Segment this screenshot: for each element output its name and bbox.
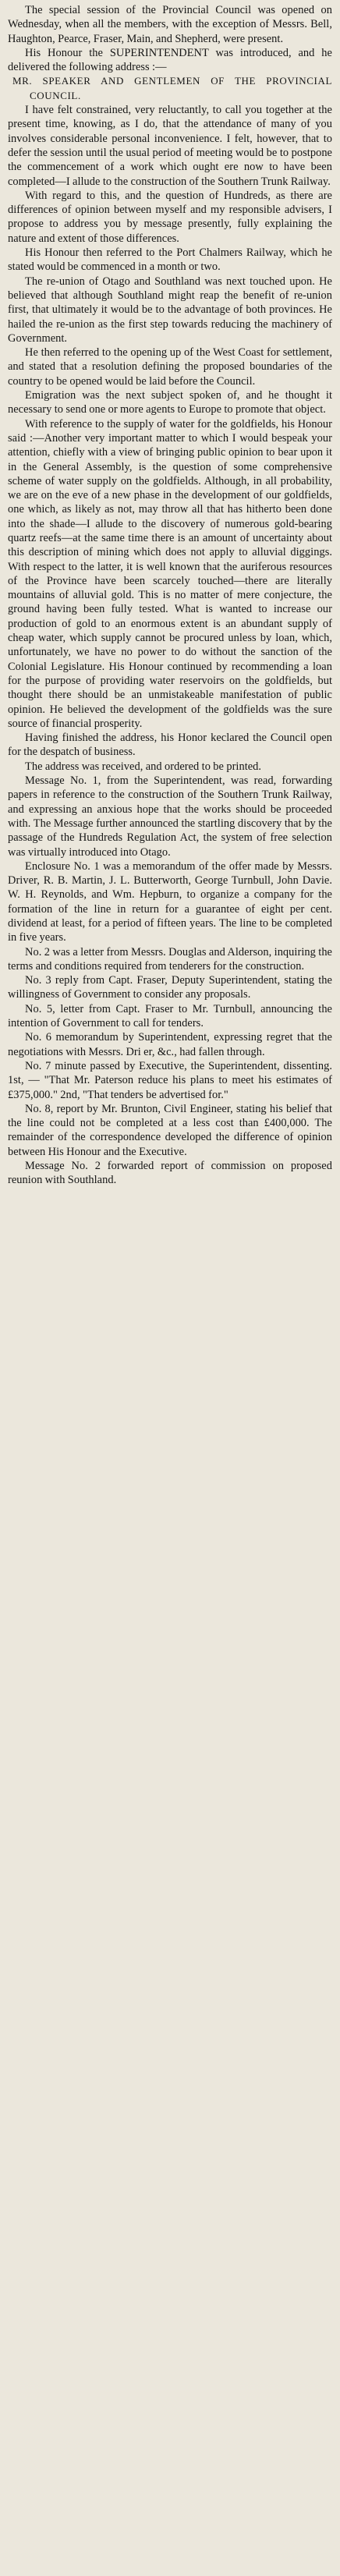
paragraph-no-5: No. 5, letter from Capt. Fraser to Mr. Turnbull, announcing the intention of Government to call for tenders. [8,1002,332,1030]
paragraph-no-3: No. 3 reply from Capt. Fraser, Deputy Superintendent, stating the willingness of Government to consider any proposals. [8,974,332,1001]
paragraph-enclosure-1: Enclosure No. 1 was a memorandum of the offer made by Messrs. Driver, R. B. Martin, J. L. Butterworth, George Turnbull, John Davie. W. H. Reynolds, and Wm. Hepburn, to organize a company for the formation of the line in return for a guarantee of eight per cent. dividend at least, for a period of fifteen years. The line to be completed in five years. [8,859,332,944]
paragraph-water-supply: With reference to the supply of water for the goldfields, his Honour said :—Another very important matter to which I would bespeak your attention, chiefly with a view of bringing public opinion to bear upon it in the General Assembly, is the question of some comprehensive scheme of water supply on the goldfields. Although, in all probability, we are on the eve of a new phase in the development of our goldfields, one which, as likely as not, may throw all that has hitherto been done into the shade—I allude to the discovery of numerous gold-bearing quartz reefs—at the same time there is an amount of uncertainty about this description of mining which does not apply to alluvial diggings. With respect to the latter, it is well known that the auriferous resources of the Province have been scarcely touched—there are literally mountains of alluvial gold. This is no matter of mere conjecture, the ground having been fully tested. What is wanted to increase our production of gold to an enormous extent is an abundant supply of cheap water, which supply cannot be procured unless by loan, which, unfortunately, we have no power to do without the sanction of the Colonial Legislature. His Honour continued by recommending a loan for the purpose of providing water reservoirs on the goldfields, but thought there should be an unmistakeable manifestation of public opinion. He believed the development of the goldfields was the sure source of financial prosperity. [8,417,332,730]
paragraph-no-6: No. 6 memorandum by Superintendent, expressing regret that the negotiations with Messrs. Dri er, &c., had fallen through. [8,1031,332,1058]
address-salutation: MR. SPEAKER AND GENTLEMEN OF THE PROVINCIAL COUNCIL. [12,75,332,101]
paragraph-address-hundreds: With regard to this, and the question of Hundreds, as there are differences of opinion between myself and my responsible advisers, I propose to address you by message presently, fully explaining the nature and extent of those differences. [8,189,332,245]
paragraph-address-received: The address was received, and ordered to be printed. [25,760,262,773]
paragraph-reunion: The re-union of Otago and Southland was next touched upon. He believed that although Southland might reap the benefit of re-union first, that ultimately it would be to the advantage of both provinces. He hailed the re-union as the first step towards reducing the machinery of Government. [8,275,332,345]
paragraph-superintendent-introduced: His Honour the SUPERINTENDENT was introduced, and he delivered the following address :— [8,46,332,74]
paragraph-no-8: No. 8, report by Mr. Brunton, Civil Engineer, stating his belief that the line could not be completed at a less cost than £400,000. The remainder of the correspondence developed the difference of opinion between His Honour and the Executive. [8,1102,332,1158]
paragraph-no-2: No. 2 was a letter from Messrs. Douglas and Alderson, inquiring the terms and conditions required from tenderers for the construction. [8,945,332,973]
paragraph-session-opening: The special session of the Provincial Council was opened on Wednesday, when all the members, with the exception of Messrs. Bell, Haughton, Pearce, Fraser, Main, and Shepherd, were present. [8,4,332,45]
paragraph-no-7: No. 7 minute passed by Executive, the Superintendent, dissenting. 1st, — "That Mr. Paterson reduce his plans to meet his estimates of £375,000." 2nd, "That tenders be advertised for." [8,1059,332,1101]
paragraph-west-coast: He then referred to the opening up of the West Coast for settlement, and stated that a resolution defining the proposed boundaries of the country to be opened would be laid before the Council. [8,346,332,388]
paragraph-message-2: Message No. 2 forwarded report of commission on proposed reunion with Southland. [8,1160,332,1187]
paragraph-port-chalmers: His Honour then referred to the Port Chalmers Railway, which he stated would be commenced in a month or two. [8,246,332,274]
paragraph-council-open: Having finished the address, his Honor keclared the Council open for the despatch of business. [8,732,332,759]
paragraph-message-1: Message No. 1, from the Superintendent, was read, forwarding papers in reference to the construction of the Southern Trunk Railway, and expressing an anxious hope that the works should be proceeded with. The Message further announced the startling discovery that by the passage of the Hundreds Regulation Act, the system of free selection was virtually introduced into Otago. [8,774,332,859]
paragraph-address-railway: I have felt constrained, very reluctantly, to call you together at the present time, knowing, as I do, that the attendance of many of you involves considerable personal inconvenience. I felt, however, that to defer the session until the usual period of meeting would be to postpone the commencement of a work which ought ere now to have been completed—I allude to the construction of the Southern Trunk Railway. [8,104,332,188]
paragraph-emigration: Emigration was the next subject spoken of, and he thought it necessary to send one or more agents to Europe to promote that object. [8,389,332,416]
